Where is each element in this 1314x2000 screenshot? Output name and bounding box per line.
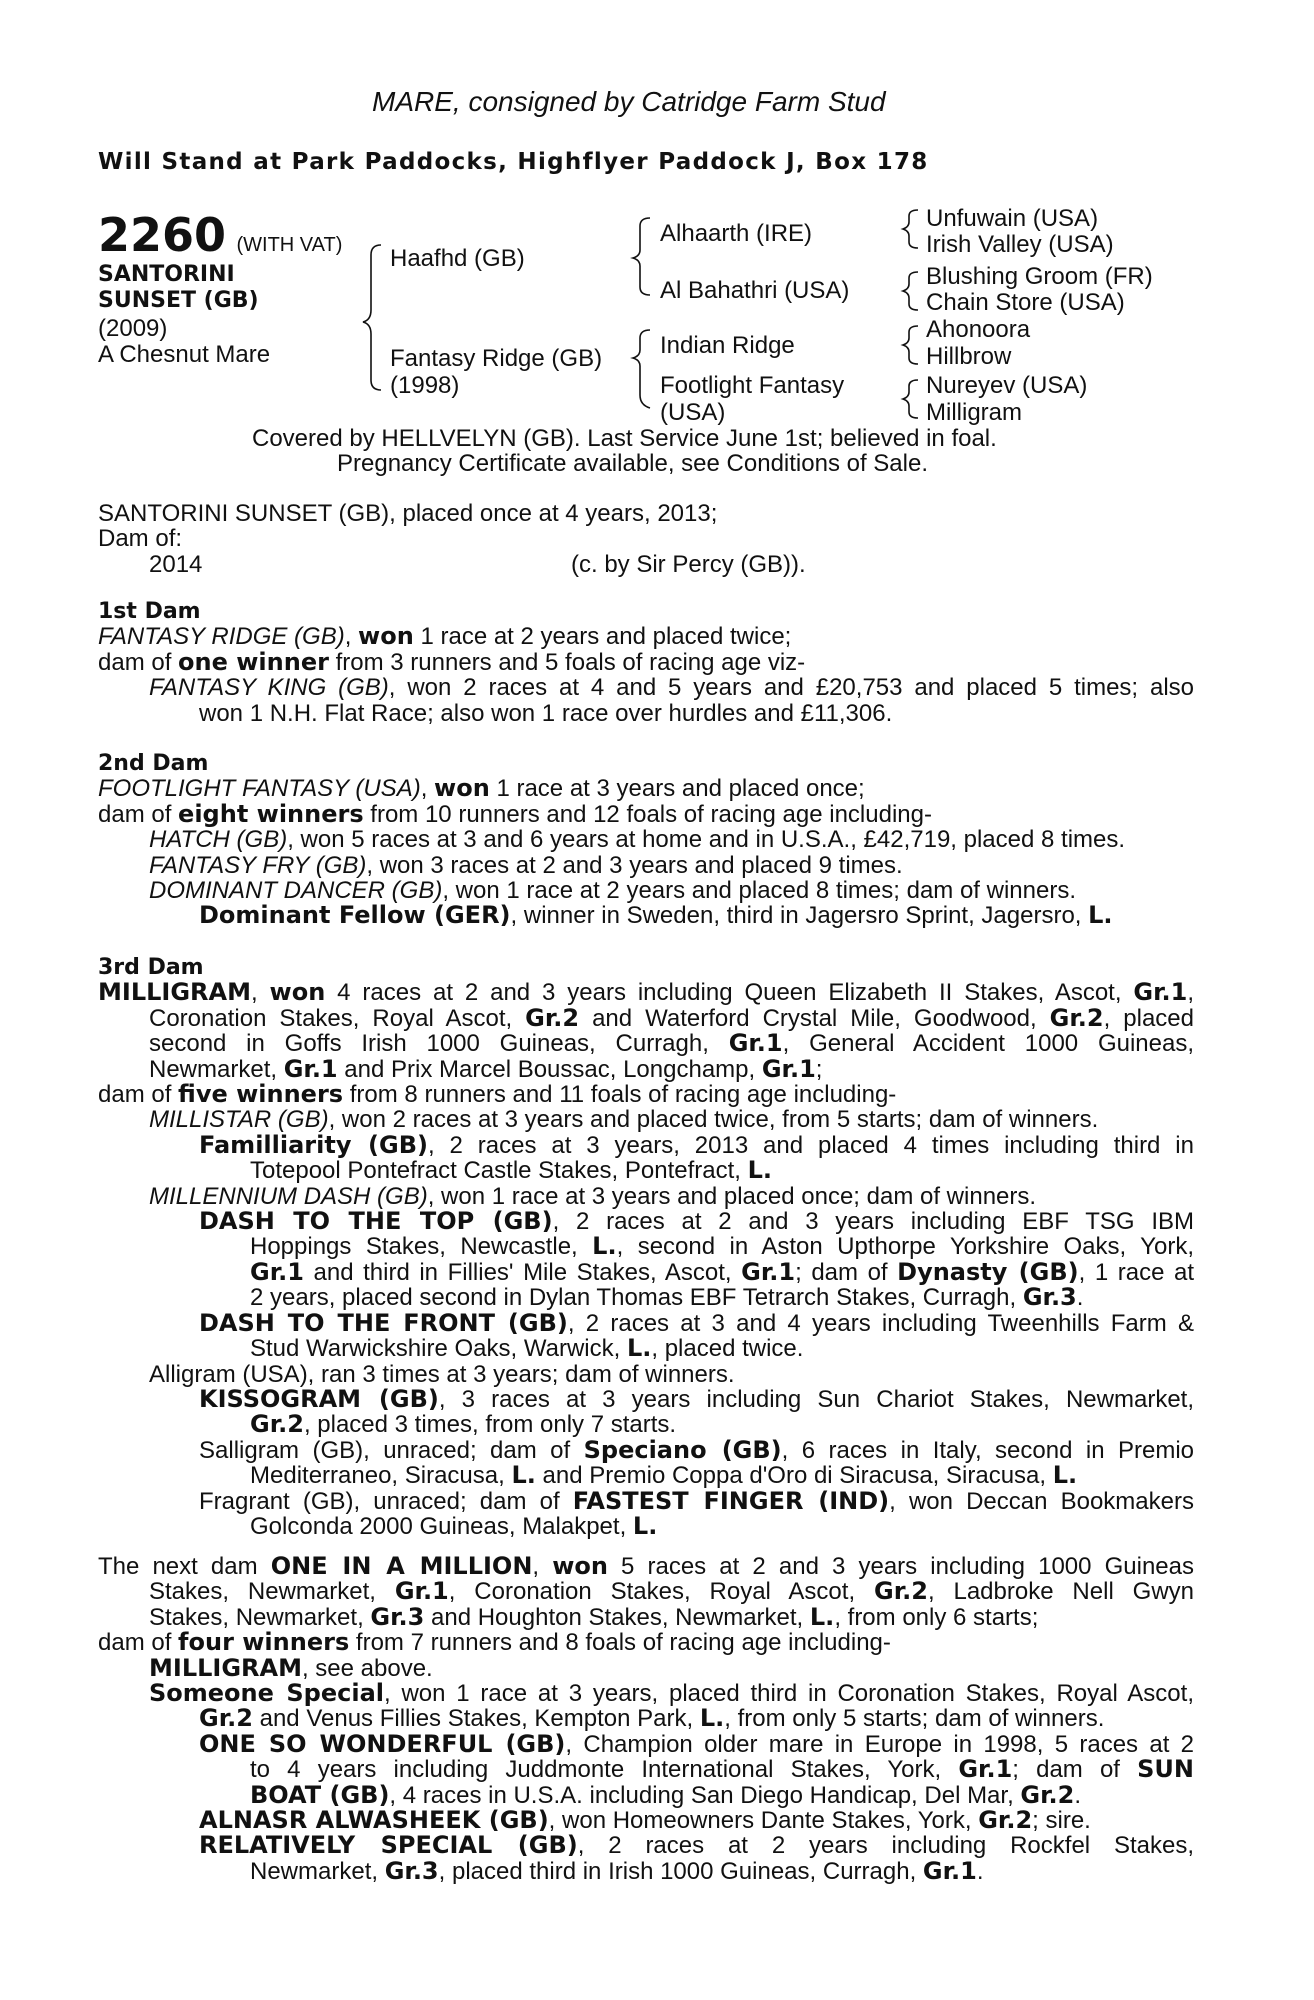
text-run: and Prix Marcel Boussac, Longchamp, — [337, 1055, 762, 1083]
text-line — [98, 827, 1194, 852]
covered-line: Covered by HELLVELYN (GB). Last Service June 1st; believed in foal. — [252, 425, 997, 452]
text-line — [98, 675, 1194, 700]
text-line — [98, 1511, 1194, 1540]
first-dam-heading: 1st Dam — [98, 599, 201, 624]
text-line — [98, 1234, 1194, 1259]
text-run: Dynasty (GB) — [897, 1257, 1079, 1286]
text-line — [98, 1082, 1194, 1107]
text-run: MILLISTAR (GB) — [149, 1106, 329, 1134]
text-run: Gr.2 — [525, 1003, 580, 1032]
text-run: Alligram (USA), ran 3 times at 3 years; dam of winners. — [149, 1360, 735, 1388]
text-line — [98, 1602, 1194, 1631]
text-run: , won 2 races at 4 and 5 years and £20,753 and placed 5 times; also — [388, 674, 1195, 702]
pedigree-dam-sire: Indian Ridge — [660, 332, 795, 359]
text-run: Mediterraneo, Siracusa, — [250, 1462, 512, 1490]
text-run: . — [1076, 1284, 1084, 1312]
text-run: Golconda 2000 Guineas, Malakpet, — [250, 1512, 633, 1540]
text-run: Gr.1 — [394, 1577, 449, 1606]
text-run: , — [250, 979, 270, 1007]
pedigree-gen3-2: Irish Valley (USA) — [926, 231, 1114, 258]
text-run: , — [532, 1553, 553, 1580]
text-run: ; dam of — [795, 1258, 898, 1286]
text-line — [98, 1554, 1194, 1579]
text-run: , — [1187, 979, 1195, 1007]
text-run: from 7 runners and 8 foals of racing age including- — [349, 1629, 891, 1657]
text-run: won — [552, 1552, 608, 1580]
text-run: , 2 races at 3 and 4 years including Tweenhills Farm & — [567, 1309, 1195, 1337]
text-run: second in Goffs Irish 1000 Guineas, Curragh, — [149, 1030, 729, 1058]
text-run: L. — [592, 1232, 617, 1261]
text-run: MILLIGRAM — [98, 978, 251, 1007]
third-dam-section — [98, 955, 1194, 1539]
brace-gen3-2 — [903, 272, 918, 310]
text-run: , won 1 race at 3 years, placed third in Coronation Stakes, Royal Ascot, — [384, 1680, 1194, 1708]
text-run: and Waterford Crystal Mile, Goodwood, — [579, 1004, 1050, 1032]
text-run: from 8 runners and 11 foals of racing age including- — [343, 1081, 897, 1109]
text-line — [98, 1757, 1194, 1782]
brace-gen2-sire — [633, 218, 650, 295]
text-run: Stakes, Newmarket, — [149, 1578, 395, 1606]
text-run: , won 2 races at 3 years and placed twice, from 5 starts; dam of winners. — [328, 1106, 1099, 1134]
text-run: Hoppings Stakes, Newcastle, — [250, 1233, 593, 1261]
text-run: , winner in Sweden, third in Jagersro Sprint, Jagersro, — [510, 902, 1089, 930]
text-run: , Champion older mare in Europe in 1998, 5 races at 2 — [565, 1730, 1195, 1758]
text-run: L. — [1088, 901, 1113, 930]
text-run: , placed 3 times, from only 7 starts. — [303, 1411, 677, 1439]
text-line — [98, 1653, 1194, 1682]
text-run: Familliarity (GB) — [199, 1130, 428, 1159]
produce-desc: (c. by Sir Percy (GB)). — [571, 551, 806, 578]
text-run: FOOTLIGHT FANTASY (USA) — [98, 775, 421, 803]
text-run: Stakes, Newmarket, — [149, 1603, 371, 1631]
text-line — [98, 980, 1194, 1005]
text-run: RELATIVELY SPECIAL (GB) — [199, 1831, 578, 1860]
text-run: one winner — [178, 647, 329, 676]
text-run: L. — [511, 1461, 536, 1490]
brace-gen2-dam — [633, 330, 650, 408]
mare-summary: SANTORINI SUNSET (GB), placed once at 4 years, 2013; — [98, 500, 718, 527]
text-run: and Houghton Stakes, Newmarket, — [424, 1603, 810, 1631]
text-run: SUN — [1137, 1755, 1194, 1784]
pedigree-gen3-7: Nureyev (USA) — [926, 372, 1088, 399]
pedigree-sire-sire: Alhaarth (IRE) — [660, 220, 813, 247]
text-run: , placed — [1103, 1004, 1194, 1032]
text-run: dam of — [98, 648, 179, 676]
text-run: HATCH (GB) — [149, 826, 288, 854]
text-run: Gr.2 — [1049, 1003, 1104, 1032]
pedigree-gen3-3: Blushing Groom (FR) — [926, 263, 1153, 290]
text-run: ; — [815, 1055, 823, 1083]
first-dam-section — [98, 599, 1194, 726]
text-run: Someone Special — [149, 1679, 385, 1708]
text-run: 1 race at 2 years and placed twice; — [413, 623, 792, 651]
text-run: BOAT (GB) — [250, 1780, 390, 1809]
text-run: Gr.1 — [728, 1029, 783, 1058]
text-run: KISSOGRAM (GB) — [199, 1384, 439, 1413]
pedigree-gen3-4: Chain Store (USA) — [926, 289, 1125, 316]
text-run: Gr.1 — [741, 1257, 796, 1286]
text-run: Dominant Fellow (GER) — [199, 901, 511, 930]
text-run: Gr.3 — [370, 1602, 425, 1631]
horse-description: A Chesnut Mare — [98, 341, 271, 368]
text-line — [98, 1681, 1194, 1706]
text-run: The next dam — [98, 1553, 271, 1580]
text-run: from 10 runners and 12 foals of racing age including- — [363, 800, 932, 828]
pedigree-brackets — [0, 0, 1314, 440]
text-line — [98, 1184, 1194, 1209]
text-run: FANTASY KING (GB) — [149, 674, 389, 702]
text-run: Fragrant (GB), unraced; dam of — [199, 1487, 573, 1515]
text-line — [98, 878, 1194, 903]
text-run: 2 years, placed second in Dylan Thomas EBF Tetrarch Stakes, Curragh, — [250, 1284, 1023, 1312]
text-run: , won 1 race at 2 years and placed 8 times; dam of winners. — [442, 877, 1076, 905]
text-run: ; dam of — [1012, 1756, 1138, 1784]
text-line — [98, 1833, 1194, 1858]
text-run: Gr.1 — [761, 1054, 816, 1083]
pregnancy-line: Pregnancy Certificate available, see Conditions of Sale. — [337, 450, 928, 477]
brace-gen3-1 — [903, 210, 918, 248]
brace-gen3-4 — [903, 380, 918, 418]
text-run: L. — [747, 1156, 773, 1185]
text-line — [98, 1856, 1194, 1885]
text-line — [98, 1435, 1194, 1464]
text-run: , won 1 race at 3 years and placed once; dam of winners. — [427, 1182, 1037, 1210]
text-line — [98, 647, 1194, 676]
text-run: Gr.2 — [874, 1577, 928, 1606]
text-run: MILLENNIUM DASH (GB) — [149, 1182, 428, 1210]
text-line — [98, 1031, 1194, 1056]
text-line — [98, 1384, 1195, 1413]
text-run: , placed third in Irish 1000 Guineas, Curragh, — [438, 1857, 923, 1885]
text-run: , 3 races at 3 years including Sun Chariot Stakes, Newmarket, — [438, 1385, 1195, 1413]
pedigree-gen3-1: Unfuwain (USA) — [926, 205, 1099, 232]
text-line — [98, 1808, 1194, 1833]
text-line — [98, 1130, 1194, 1159]
text-run: four winners — [178, 1628, 350, 1657]
text-line — [98, 903, 1194, 928]
text-run: L. — [1052, 1461, 1078, 1490]
text-line — [98, 624, 1194, 649]
text-run: Gr.3 — [1022, 1283, 1077, 1312]
text-run: , from only 6 starts; — [834, 1603, 1039, 1631]
second-dam-heading: 2nd Dam — [98, 751, 209, 776]
third-dam-heading: 3rd Dam — [98, 955, 204, 980]
text-run: ALNASR ALWASHEEK (GB) — [199, 1806, 549, 1835]
text-run: dam of — [98, 1081, 179, 1109]
text-line — [98, 1308, 1195, 1337]
text-run: , — [420, 775, 435, 803]
text-line — [98, 1336, 1194, 1361]
text-run: L. — [626, 1334, 652, 1363]
text-run: Gr.1 — [922, 1856, 977, 1885]
text-line — [98, 1158, 1194, 1183]
text-run: Coronation Stakes, Royal Ascot, — [149, 1004, 526, 1032]
text-run: won — [269, 978, 326, 1007]
location-line: Will Stand at Park Paddocks, Highflyer Paddock J, Box 178 — [98, 149, 929, 175]
second-dam-section — [98, 751, 1194, 929]
pedigree-dam-dam-2: (USA) — [660, 399, 726, 426]
text-run: Gr.2 — [1020, 1780, 1075, 1809]
text-line — [98, 799, 1194, 828]
pedigree-gen3-5: Ahonoora — [926, 316, 1031, 343]
text-run: . — [1074, 1781, 1082, 1809]
text-run: , 2 races at 3 years, 2013 and placed 4 times including third in — [427, 1131, 1194, 1159]
text-line — [98, 1706, 1194, 1731]
lot-number: 2260 — [98, 208, 227, 262]
text-run: , Coronation Stakes, Royal Ascot, — [448, 1578, 874, 1606]
text-run: ; sire. — [1032, 1807, 1091, 1835]
text-run: dam of — [98, 1629, 179, 1657]
text-run: Salligram (GB), unraced; dam of — [199, 1436, 584, 1464]
pedigree-sire-dam: Al Bahathri (USA) — [660, 277, 850, 304]
text-run: , from only 5 starts; dam of winners. — [724, 1705, 1105, 1733]
text-run: DASH TO THE TOP (GB) — [199, 1207, 553, 1236]
pedigree-gen3-6: Hillbrow — [926, 343, 1012, 370]
text-run: won — [358, 622, 414, 651]
text-run: from 3 runners and 5 foals of racing age viz- — [328, 648, 806, 676]
text-line — [98, 1285, 1194, 1310]
text-run: , won Deccan Bookmakers — [889, 1487, 1194, 1515]
text-line — [98, 1579, 1194, 1604]
pedigree-gen3-8: Milligram — [926, 399, 1022, 426]
text-run: won — [434, 774, 490, 803]
text-run: Newmarket, — [250, 1857, 385, 1885]
text-run: , placed twice. — [651, 1335, 804, 1363]
pedigree-dam-dam-1: Footlight Fantasy — [660, 372, 845, 399]
text-line — [98, 1463, 1194, 1488]
text-run: , won 5 races at 3 and 6 years at home and in U.S.A., £42,719, placed 8 times. — [287, 826, 1126, 854]
text-run: DOMINANT DANCER (GB) — [149, 877, 443, 905]
text-run: and Premio Coppa d'Oro di Siracusa, Siracusa, — [535, 1462, 1053, 1490]
text-line — [98, 1257, 1194, 1286]
text-run: , General Accident 1000 Guineas, — [782, 1030, 1195, 1058]
text-run: Gr.2 — [978, 1806, 1033, 1835]
brace-gen1 — [363, 245, 381, 390]
text-run: , — [344, 623, 359, 651]
text-line — [98, 1412, 1194, 1437]
text-line — [98, 1054, 1194, 1083]
text-run: 4 races at 2 and 3 years including Queen Elizabeth II Stakes, Ascot, — [325, 979, 1134, 1007]
text-run: to 4 years including Juddmonte International Stakes, York, — [250, 1756, 959, 1784]
consignor-line: MARE, consigned by Catridge Farm Stud — [372, 86, 886, 117]
text-run: Newmarket, — [149, 1055, 284, 1083]
text-run: , 1 race at — [1078, 1258, 1194, 1286]
text-run: Totepool Pontefract Castle Stakes, Pontefract, — [250, 1157, 748, 1185]
vat-note: (WITH VAT) — [236, 234, 343, 256]
text-run: L. — [632, 1511, 658, 1540]
text-run: Speciano (GB) — [583, 1435, 782, 1464]
text-run: dam of — [98, 800, 179, 828]
text-run: , second in Aston Upthorpe Yorkshire Oaks, York, — [616, 1233, 1194, 1261]
text-run: 1 race at 3 years and placed once; — [489, 775, 865, 803]
text-line — [98, 1209, 1194, 1234]
text-line — [98, 1780, 1194, 1809]
text-line — [98, 853, 1194, 878]
text-run: , 4 races in U.S.A. including San Diego Handicap, Del Mar, — [389, 1781, 1021, 1809]
text-run: FANTASY FRY (GB) — [149, 851, 367, 879]
text-run: L. — [699, 1704, 725, 1733]
pedigree-sire: Haafhd (GB) — [390, 245, 525, 272]
horse-year: (2009) — [98, 315, 168, 342]
text-line — [98, 776, 1194, 801]
text-run: eight winners — [178, 799, 364, 828]
text-run: , won 3 races at 2 and 3 years and placed 9 times. — [366, 851, 903, 879]
text-run: won 1 N.H. Flat Race; also won 1 race over hurdles and £11,306. — [199, 699, 893, 727]
text-run: Gr.1 — [250, 1257, 304, 1286]
text-run: Gr.2 — [250, 1410, 304, 1439]
text-run: Gr.1 — [958, 1755, 1013, 1784]
text-run: FASTEST FINGER (IND) — [572, 1486, 890, 1515]
text-run: and Venus Fillies Stakes, Kempton Park, — [252, 1705, 700, 1733]
text-run: Gr.3 — [384, 1856, 439, 1885]
text-run: , Ladbroke Nell Gwyn — [927, 1578, 1195, 1606]
text-run: 5 races at 2 and 3 years including 1000 Guineas — [607, 1553, 1194, 1580]
horse-name-line2: SUNSET (GB) — [98, 288, 259, 313]
text-run: , won Homeowners Dante Stakes, York, — [548, 1807, 979, 1835]
text-run: ONE SO WONDERFUL (GB) — [199, 1729, 566, 1758]
text-line — [98, 1729, 1195, 1758]
brace-gen3-3 — [903, 326, 918, 364]
text-run: Stud Warwickshire Oaks, Warwick, — [250, 1335, 627, 1363]
text-run: DASH TO THE FRONT (GB) — [199, 1308, 568, 1337]
pedigree-dam-year: (1998) — [390, 372, 460, 399]
text-run: Gr.1 — [1133, 978, 1188, 1007]
text-run: , 2 races at 2 and 3 years including EBF TSG IBM — [552, 1208, 1194, 1236]
text-run: Gr.2 — [199, 1704, 253, 1733]
text-run: FANTASY RIDGE (GB) — [98, 623, 345, 651]
horse-name-line1: SANTORINI — [98, 262, 235, 287]
text-run: five winners — [178, 1080, 344, 1109]
pedigree-dam: Fantasy Ridge (GB) — [390, 345, 603, 372]
text-run: . — [976, 1857, 984, 1885]
text-line — [98, 1630, 1194, 1655]
text-run: L. — [809, 1602, 835, 1631]
text-run: Gr.1 — [283, 1054, 338, 1083]
text-run: , 6 races in Italy, second in Premio — [781, 1436, 1194, 1464]
text-run: , see above. — [301, 1654, 433, 1682]
text-run: , 2 races at 2 years including Rockfel Stakes, — [577, 1832, 1194, 1860]
text-run: ONE IN A MILLION — [270, 1552, 533, 1580]
text-line — [98, 1003, 1194, 1032]
text-run: and third in Fillies' Mile Stakes, Ascot, — [303, 1258, 742, 1286]
text-line — [98, 1107, 1194, 1132]
next-dam-section — [98, 1554, 1194, 1884]
produce-year: 2014 — [149, 551, 203, 578]
dam-of-label: Dam of: — [98, 525, 183, 552]
text-line — [98, 1486, 1194, 1515]
text-run: MILLIGRAM — [149, 1653, 302, 1682]
